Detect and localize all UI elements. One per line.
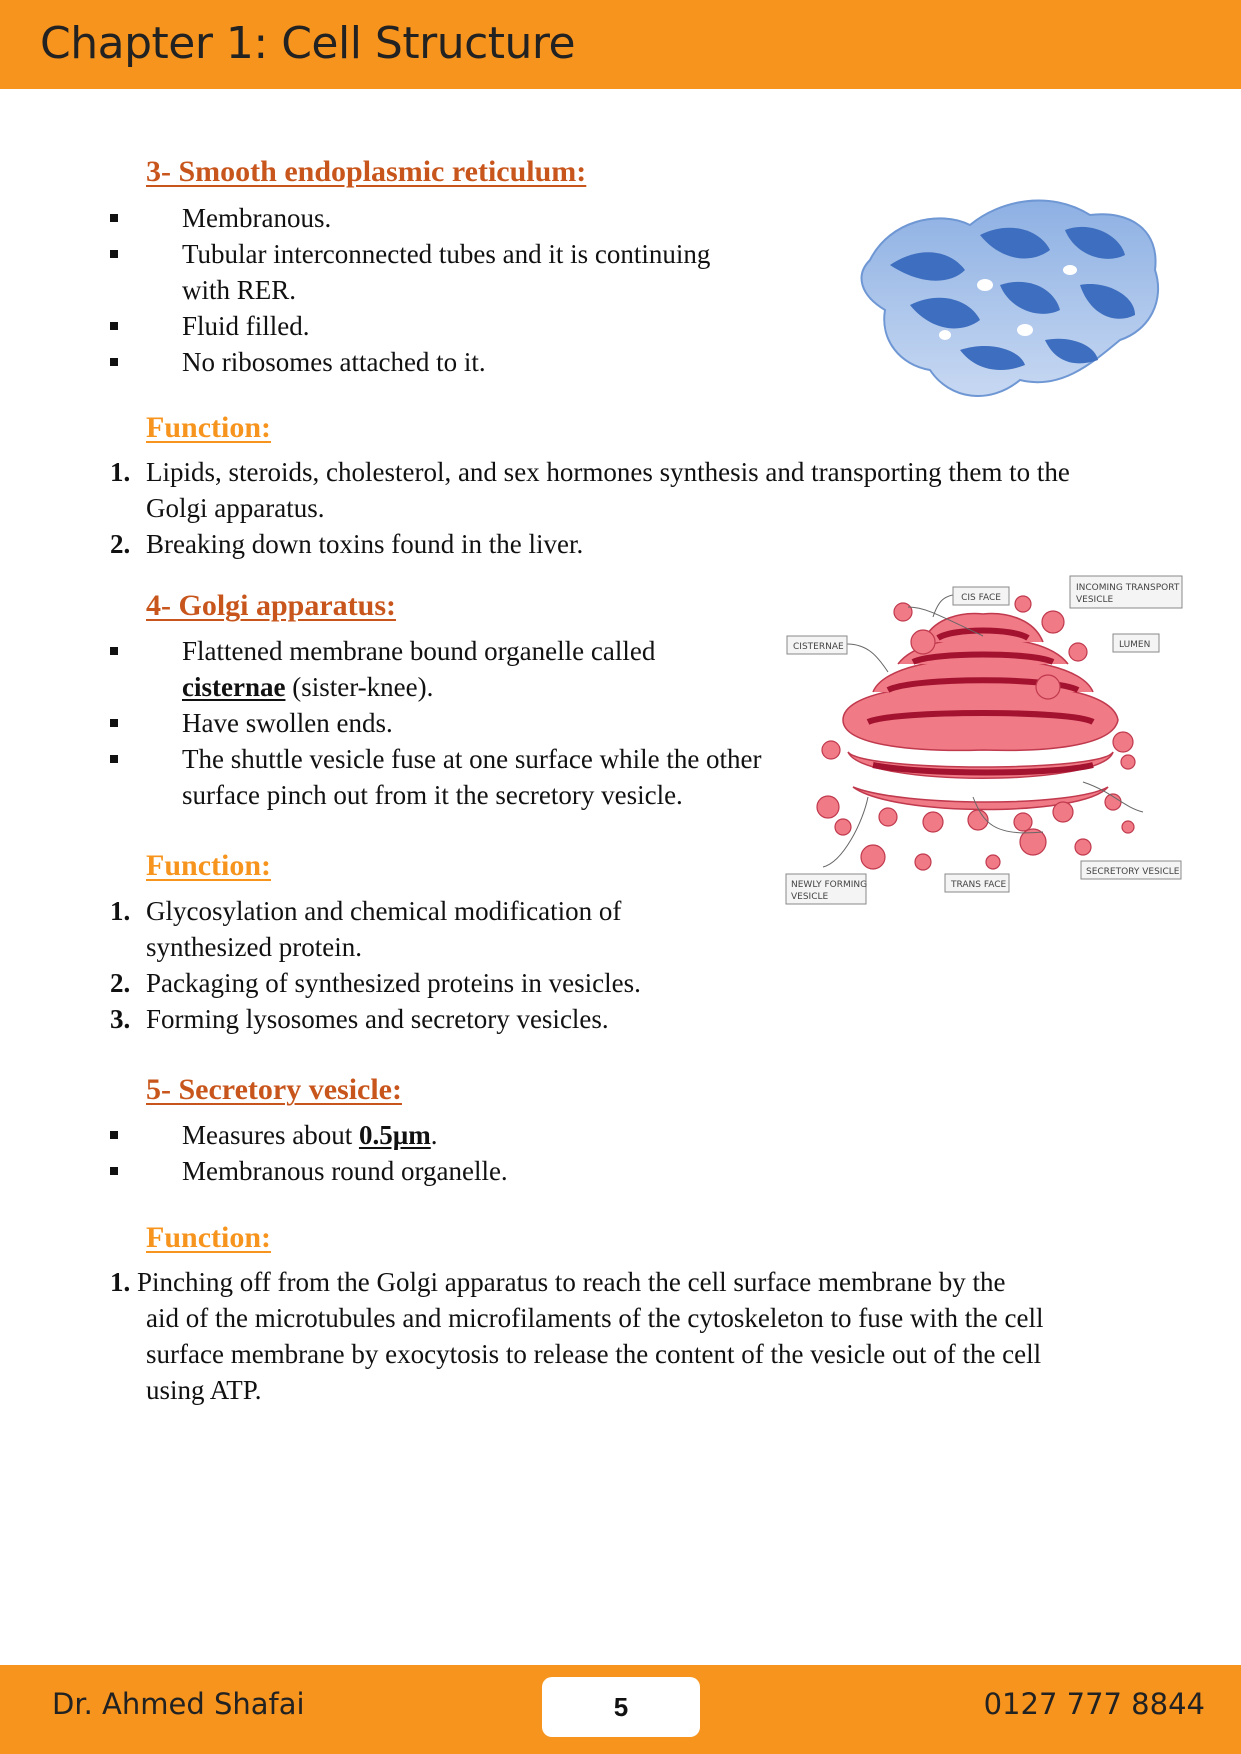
bullet-icon xyxy=(110,719,118,727)
list-item: 1. Glycosylation and chemical modification of synthesized protein. xyxy=(110,893,670,965)
list-number: 3. xyxy=(110,1004,131,1034)
list-item: No ribosomes attached to it. xyxy=(146,344,746,380)
list-item: The shuttle vesicle fuse at one surface while the other surface pinch out from it the secretory vesicle. xyxy=(146,741,766,813)
list-item: 2. Breaking down toxins found in the liver. xyxy=(110,526,1070,562)
bullet-icon xyxy=(110,250,118,258)
list-number: 2. xyxy=(110,529,131,559)
bullet-icon xyxy=(110,214,118,222)
lumen-label: LUMEN xyxy=(1119,640,1151,650)
footer-bar xyxy=(0,1665,1241,1754)
golgi-bullet-list xyxy=(110,633,762,813)
newly-forming-vesicle-label-line2: VESICLE xyxy=(791,892,829,902)
list-item: Membranous. xyxy=(146,200,746,236)
header-bar xyxy=(0,0,1241,89)
ser-function-list xyxy=(110,454,1070,562)
bullet-icon xyxy=(110,322,118,330)
ser-bullet-list xyxy=(110,200,710,380)
vesicle-function-paragraph: 1. Pinching off from the Golgi apparatus to reach the cell surface membrane by the aid of the microtubules and microfilaments of the cytoskeleton to fuse with the cell surface membrane by exocytosis to release the content of the vesicle out of the cell using ATP. xyxy=(110,1267,1044,1405)
vesicle-bullet-list xyxy=(110,1117,810,1189)
list-number: 2. xyxy=(110,968,131,998)
secretory-vesicle-label: SECRETORY VESICLE xyxy=(1086,867,1180,877)
bullet-icon xyxy=(110,755,118,763)
list-item: 2. Packaging of synthesized proteins in vesicles. xyxy=(110,965,846,1001)
golgi-function-heading: Function: xyxy=(146,849,272,882)
author-name: Dr. Ahmed Shafai xyxy=(52,1687,305,1721)
incoming-vesicle-label-line2: VESICLE xyxy=(1076,595,1114,605)
vesicle-function-heading: Function: xyxy=(146,1221,272,1254)
trans-face-label: TRANS FACE xyxy=(951,880,1007,890)
ser-function-heading: Function: xyxy=(146,411,272,444)
vesicle-heading: 5- Secretory vesicle: xyxy=(146,1073,402,1106)
bullet-icon xyxy=(110,1167,118,1175)
incoming-vesicle-label: INCOMING TRANSPORT xyxy=(1076,583,1180,593)
list-number: 1. xyxy=(110,457,131,487)
list-number: 1. xyxy=(110,896,131,926)
list-item: Measures about 0.5µm. xyxy=(146,1117,846,1153)
list-item: Membranous round organelle. xyxy=(146,1153,846,1189)
list-item: Flattened membrane bound organelle called cisternae (sister-knee). xyxy=(146,633,766,705)
list-item: Have swollen ends. xyxy=(146,705,766,741)
list-item: Fluid filled. xyxy=(146,308,746,344)
list-number: 1. xyxy=(110,1267,131,1297)
newly-forming-vesicle-label: NEWLY FORMING xyxy=(791,880,868,890)
vesicle-size-value: 0.5µm xyxy=(358,1120,431,1150)
cisternae-term: cisternae xyxy=(182,672,286,702)
ser-heading: 3- Smooth endoplasmic reticulum: xyxy=(146,155,587,188)
golgi-diagram xyxy=(783,572,1183,912)
list-item: Tubular interconnected tubes and it is continuing with RER. xyxy=(146,236,746,308)
bullet-icon xyxy=(110,1131,118,1139)
golgi-function-list xyxy=(110,893,670,1037)
cis-face-label: CIS FACE xyxy=(961,593,1001,603)
phone-number: 0127 777 8844 xyxy=(983,1687,1205,1721)
golgi-heading: 4- Golgi apparatus: xyxy=(146,589,397,622)
chapter-title: Chapter 1: Cell Structure xyxy=(40,18,576,69)
smooth-er-illustration xyxy=(850,190,1170,410)
page-number: 5 xyxy=(542,1677,700,1737)
list-item: 3. Forming lysosomes and secretory vesicles. xyxy=(110,1001,846,1037)
list-item: 1. Lipids, steroids, cholesterol, and sex hormones synthesis and transporting them to the Golgi apparatus. xyxy=(110,454,1070,526)
bullet-icon xyxy=(110,647,118,655)
cisternae-label: CISTERNAE xyxy=(793,642,844,652)
bullet-icon xyxy=(110,358,118,366)
